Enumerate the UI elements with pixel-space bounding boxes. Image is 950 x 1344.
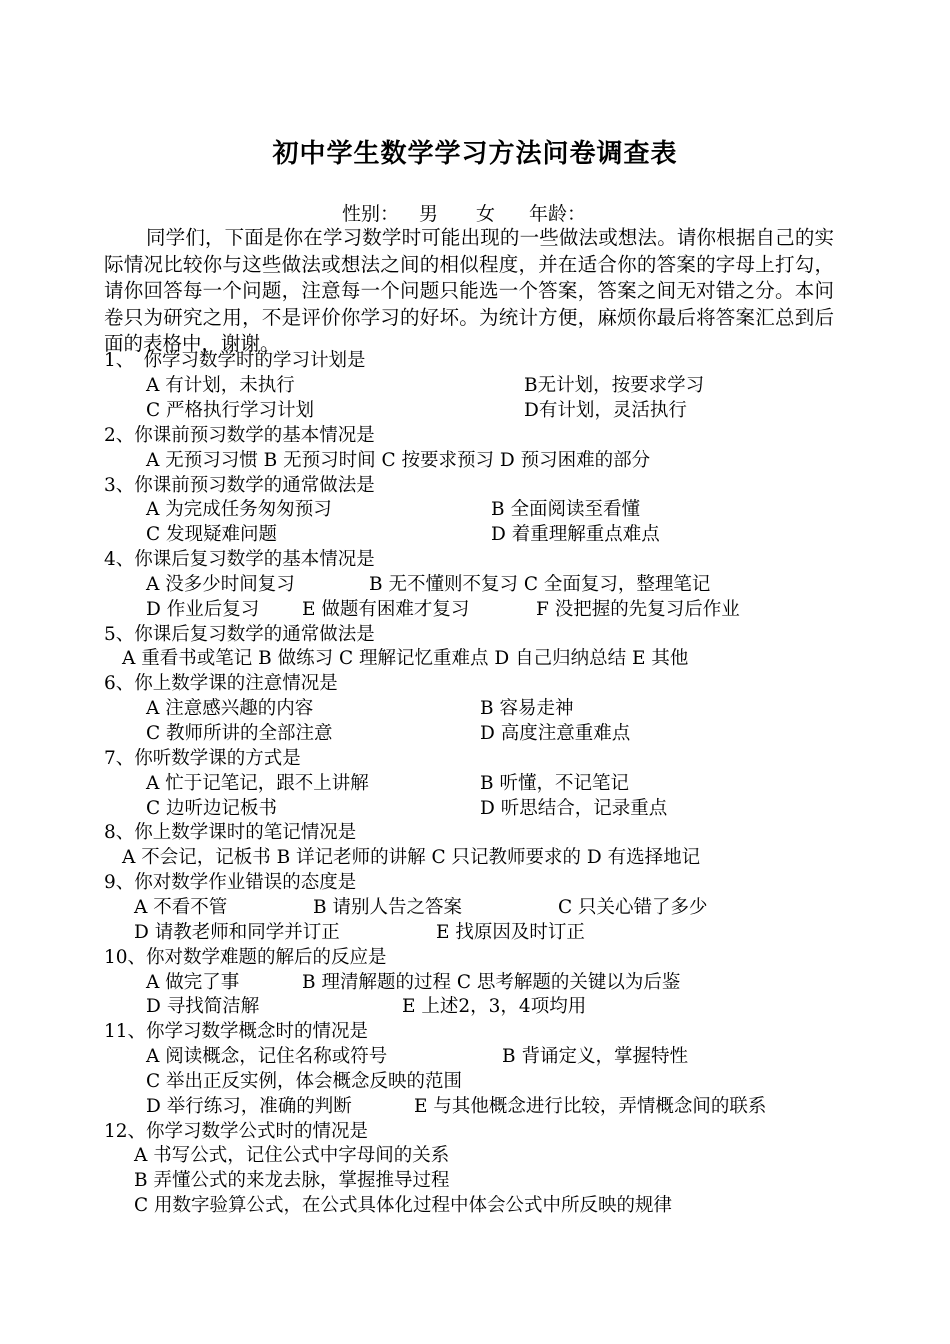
question-9: 9、你对数学作业错误的态度是 (104, 872, 357, 893)
question-5: 5、你课后复习数学的通常做法是 (104, 624, 375, 645)
q6-option-c[interactable]: C 教师所讲的全部注意 (146, 723, 333, 744)
gender-label: 性别： (342, 203, 400, 225)
gender-male-option[interactable]: 男 (419, 203, 439, 225)
q4-option-d[interactable]: D 作业后复习 (146, 599, 260, 620)
q12-option-b[interactable]: B 弄懂公式的来龙去脉，掌握推导过程 (134, 1170, 450, 1191)
question-6: 6、你上数学课的注意情况是 (104, 673, 338, 694)
q3-option-a[interactable]: A 为完成任务匆匆预习 (146, 499, 332, 520)
q10-option-a[interactable]: A 做完了事 (146, 972, 240, 993)
q7-option-a[interactable]: A 忙于记笔记，跟不上讲解 (146, 773, 369, 794)
q4-option-a[interactable]: A 没多少时间复习 (146, 574, 295, 595)
q3-option-d[interactable]: D 着重理解重点难点 (491, 524, 660, 545)
q3-option-b[interactable]: B 全面阅读至看懂 (491, 499, 640, 520)
q9-option-d[interactable]: D 请教老师和同学并订正 (134, 922, 340, 943)
q5-options[interactable]: A 重看书或笔记 B 做练习 C 理解记忆重难点 D 自己归纳总结 E 其他 (122, 648, 689, 669)
q12-option-c[interactable]: C 用数字验算公式，在公式具体化过程中体会公式中所反映的规律 (134, 1195, 673, 1216)
q9-option-a[interactable]: A 不看不管 (134, 897, 228, 918)
q6-option-b[interactable]: B 容易走神 (480, 698, 574, 719)
q4-option-e[interactable]: E 做题有困难才复习 (302, 599, 470, 620)
question-2: 2、你课前预习数学的基本情况是 (104, 425, 375, 446)
q2-options[interactable]: A 无预习习惯 B 无预习时间 C 按要求预习 D 预习困难的部分 (146, 450, 651, 471)
question-12: 12、你学习数学公式时的情况是 (104, 1121, 369, 1142)
q8-options[interactable]: A 不会记，记板书 B 详记老师的讲解 C 只记教师要求的 D 有选择地记 (122, 847, 701, 868)
q11-option-c[interactable]: C 举出正反实例，体会概念反映的范围 (146, 1071, 463, 1092)
q1-option-a[interactable]: A 有计划，未执行 (146, 375, 295, 396)
q1-option-b[interactable]: B无计划，按要求学习 (524, 375, 705, 396)
question-10: 10、你对数学难题的解后的反应是 (104, 947, 387, 968)
q12-option-a[interactable]: A 书写公式，记住公式中字母间的关系 (134, 1145, 450, 1166)
q9-option-b[interactable]: B 请别人告之答案 (313, 897, 462, 918)
q10-option-e[interactable]: E 上述2，3，4项均用 (402, 996, 587, 1017)
question-3: 3、你课前预习数学的通常做法是 (104, 475, 375, 496)
q9-option-e[interactable]: E 找原因及时订正 (436, 922, 585, 943)
gender-female-option[interactable]: 女 (476, 203, 496, 225)
q4-option-f[interactable]: F 没把握的先复习后作业 (536, 599, 740, 620)
q10-option-d[interactable]: D 寻找简洁解 (146, 996, 260, 1017)
question-4: 4、你课后复习数学的基本情况是 (104, 549, 375, 570)
age-label: 年龄： (529, 203, 587, 225)
q11-option-e[interactable]: E 与其他概念进行比较，弄情概念间的联系 (414, 1096, 767, 1117)
q11-option-d[interactable]: D 举行练习，准确的判断 (146, 1096, 352, 1117)
q11-option-b[interactable]: B 背诵定义，掌握特性 (502, 1046, 688, 1067)
q4-option-b-c[interactable]: B 无不懂则不复习 C 全面复习，整理笔记 (369, 574, 711, 595)
q7-option-b[interactable]: B 听懂，不记笔记 (480, 773, 629, 794)
intro-paragraph: 同学们，下面是你在学习数学时可能出现的一些做法或想法。请你根据自己的实际情况比较你与这些做法或想法之间的相似程度，并在适合你的答案的字母上打勾，请你回答每一个问题，注意每一个问题只能选一个答案，答案之间无对错之分。本问卷只为研究之用，不是评价你学习的好坏。为统计方便，麻烦你最后将答案汇总到后面的表格中，谢谢。 (104, 226, 834, 355)
q9-option-c[interactable]: C 只关心错了多少 (558, 897, 708, 918)
question-11: 11、你学习数学概念时的情况是 (104, 1021, 369, 1042)
q11-option-a[interactable]: A 阅读概念，记住名称或符号 (146, 1046, 388, 1067)
q7-option-c[interactable]: C 边听边记板书 (146, 798, 278, 819)
question-7: 7、你听数学课的方式是 (104, 748, 301, 769)
q6-option-d[interactable]: D 高度注意重难点 (480, 723, 631, 744)
q1-option-d[interactable]: D有计划，灵活执行 (524, 400, 687, 421)
q3-option-c[interactable]: C 发现疑难问题 (146, 524, 278, 545)
page-title: 初中学生数学学习方法问卷调查表 (272, 139, 678, 169)
question-8: 8、你上数学课时的笔记情况是 (104, 822, 357, 843)
q7-option-d[interactable]: D 听思结合，记录重点 (480, 798, 668, 819)
q6-option-a[interactable]: A 注意感兴趣的内容 (146, 698, 314, 719)
question-1: 1、 你学习数学时的学习计划是 (104, 350, 366, 371)
q10-option-b-c[interactable]: B 理清解题的过程 C 思考解题的关键以为后鉴 (302, 972, 681, 993)
q1-option-c[interactable]: C 严格执行学习计划 (146, 400, 315, 421)
